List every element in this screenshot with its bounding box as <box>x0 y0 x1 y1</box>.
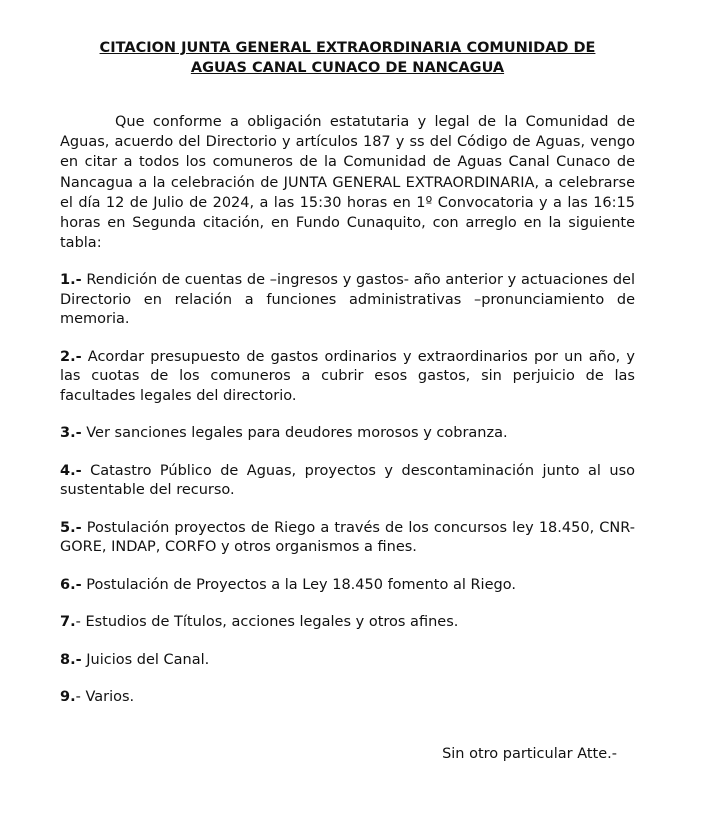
agenda-item-text: Ver sanciones legales para deudores morosos y cobranza. <box>86 425 508 442</box>
intro-paragraph: Que conforme a obligación estatutaria y legal de la Comunidad de Aguas, acuerdo del Directorio y artículos 187 y ss del Código de Aguas, vengo en citar a todos los comuneros de la Comunidad de Aguas Canal Cunaco de Nancagua a la celebración de JUNTA GENERAL EXTRAORDINARIA, a celebrarse el día 12 de Julio de 2024, a las 15:30 horas en 1º Convocatoria y a las 16:15 horas en Segunda citación, en Fundo Cunaquito, con arreglo en la siguiente tabla: <box>60 114 635 252</box>
agenda-item-number: 3.- <box>60 425 82 442</box>
agenda-item-number: 4.- <box>60 462 82 479</box>
agenda-item <box>60 576 635 596</box>
agenda-item-number: 1.- <box>60 272 82 289</box>
agenda-item-number: 9. <box>60 689 76 706</box>
agenda-item-text: Juicios del Canal. <box>86 651 210 668</box>
agenda-item <box>60 424 635 444</box>
agenda-item-number: 8.- <box>60 651 82 668</box>
agenda-item-number: 5.- <box>60 519 82 536</box>
title-line-1: CITACION JUNTA GENERAL EXTRAORDINARIA COMUNIDAD DE <box>99 40 596 56</box>
agenda-item-number: 7. <box>60 614 76 631</box>
agenda-item <box>60 271 635 330</box>
agenda-item-text: Postulación de Proyectos a la Ley 18.450 fomento al Riego. <box>86 576 516 593</box>
agenda-item-number: 2.- <box>60 348 82 365</box>
document-title <box>60 38 635 78</box>
agenda-item-text: Rendición de cuentas de –ingresos y gastos- año anterior y actuaciones del Directorio en relación a funciones administrativas –pronunciamiento de memoria. <box>60 272 635 328</box>
agenda-item-text: Postulación proyectos de Riego a través de los concursos ley 18.450, CNR-GORE, INDAP, CORFO y otros organismos a fines. <box>60 519 635 556</box>
agenda-item <box>60 462 635 501</box>
document-page <box>60 38 635 726</box>
agenda-item <box>60 519 635 558</box>
agenda-item <box>60 688 635 708</box>
title-line-2: AGUAS CANAL CUNACO DE NANCAGUA <box>190 60 505 76</box>
agenda-item-number: 6.- <box>60 576 82 593</box>
agenda-item <box>60 613 635 633</box>
agenda-item-text: - Varios. <box>75 689 135 706</box>
agenda-item-text: Catastro Público de Aguas, proyectos y descontaminación junto al uso sustentable del recurso. <box>60 462 635 499</box>
agenda-item-text: - Estudios de Títulos, acciones legales y otros afines. <box>75 614 459 631</box>
agenda-item <box>60 348 635 407</box>
agenda-list <box>60 271 635 708</box>
closing-signoff: Sin otro particular Atte.- <box>442 746 617 762</box>
agenda-item-text: Acordar presupuesto de gastos ordinarios y extraordinarios por un año, y las cuotas de los comuneros a cubrir esos gastos, sin perjuicio de las facultades legales del directorio. <box>60 348 636 404</box>
agenda-item <box>60 651 635 671</box>
